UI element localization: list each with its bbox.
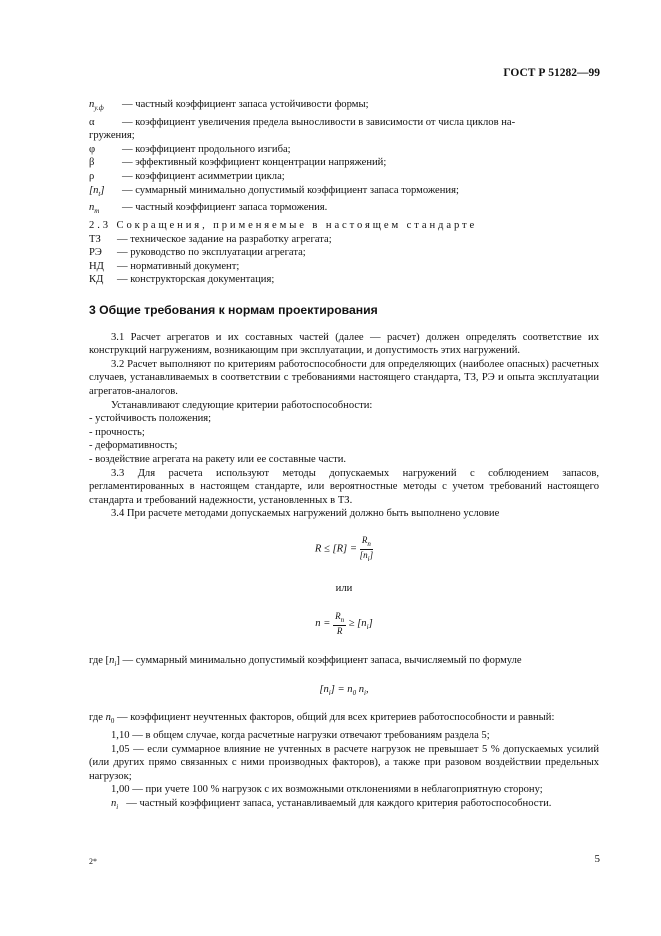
formula-1: R ≤ [R] = $\frac{R_п}{[n_i]}$: [314, 534, 374, 563]
criteria-item: - прочность;: [89, 426, 145, 438]
abbr-value: — руководство по эксплуатации агрегата;: [117, 247, 306, 259]
abbr-key: НД: [89, 260, 104, 272]
coefficient-list: [89, 729, 599, 797]
symbol: α: [89, 116, 95, 128]
formula-2: n = $\frac{R_п}{R}$ ≥ $[n_i]$: [315, 611, 373, 636]
abbr-key: РЭ: [89, 247, 102, 259]
symbol: $n_т$: [89, 202, 100, 216]
page-content: [89, 98, 599, 815]
symbol: $n_{у.ф}$: [89, 99, 104, 113]
ni-definition: $n_i$ — частный коэффициент запаса, устанавливаемый для каждого критерия работоспособности.: [111, 798, 552, 812]
paragraph-3-4: 3.4 При расчете методами допускаемых нагружений должно быть выполнено условие: [111, 508, 500, 520]
coefficient-item: 1,05 — если суммарное влияние не учтенных в расчете нагрузок не превышает 5 % допускаемых усилий (или других прямо связанных с ними производных факторов), а также при разовом воздействии предельных нагрузок;: [89, 743, 599, 782]
abbr-value: — нормативный документ;: [117, 260, 240, 272]
paragraph-3-2: 3.2 Расчет выполняют по критериям работоспособности для определяющих (наиболее опасных) расчетных случаев, устанавливаемых в соответствии с требованиями настоящего стандарта, ТЗ, РЭ и опыта эксплуатации агрегатов-аналогов.: [89, 358, 599, 398]
criteria-item: - воздействие агрегата на ракету или ее составные части.: [89, 453, 347, 465]
criteria-list: [89, 412, 599, 466]
footer-sheet-mark: 2*: [89, 857, 97, 866]
where-clause-2: где $n_0$ — коэффициент неучтенных факторов, общий для всех критериев работоспособности и равный:: [89, 712, 555, 726]
paragraph-3-1: 3.1 Расчет агрегатов и их составных частей (далее — расчет) должен определять соответствие их конструкций нагружениям, возникающим при эксплуатации, и допустимость этих нагружений.: [89, 331, 599, 357]
section-3-title: 3 Общие требования к нормам проектирования: [89, 303, 378, 318]
abbreviations-list: [89, 233, 599, 287]
abbr-value: — конструкторская документация;: [117, 274, 275, 286]
where-clause-1: где $[n_i]$ — суммарный минимально допустимый коэффициент запаса, вычисляемый по формуле: [89, 654, 522, 669]
symbol-description: — коэффициент продольного изгиба;: [122, 143, 291, 155]
symbol: β: [89, 157, 95, 169]
symbol: φ: [89, 143, 96, 155]
criteria-item: - деформативность;: [89, 440, 178, 452]
page-number: 5: [594, 853, 600, 865]
symbol-description: — коэффициент увеличения предела выносливости в зависимости от числа циклов на-: [122, 116, 516, 128]
formula-3: $[n_i] = n_0$ $n_i$,: [319, 683, 369, 697]
coefficient-item: 1,10 — в общем случае, когда расчетные нагрузки отвечают требованиям раздела 5;: [111, 730, 490, 742]
symbol-description: — эффективный коэффициент концентрации напряжений;: [122, 157, 387, 169]
symbol: ρ: [89, 171, 95, 183]
symbol-description: — суммарный минимально допустимый коэффициент запаса торможения;: [122, 184, 459, 196]
symbol-description: — частный коэффициент запаса торможения.: [122, 202, 328, 214]
symbol-description-cont: гружения;: [89, 130, 135, 142]
abbr-value: — техническое задание на разработку агрегата;: [117, 233, 332, 245]
fraction: $\frac{R_п}{R}$: [335, 611, 345, 636]
abbr-key: КД: [89, 274, 104, 286]
coefficient-item: 1,00 — при учете 100 % нагрузок с их возможными отклонениями в неблагоприятную сторону;: [111, 784, 543, 796]
paragraph-3-3: 3.3 Для расчета используют методы допускаемых нагружений с соблюдением запасов, регламентированных в настоящем стандарте, или вероятностные методы с учетом требований настоящего стандарта и требований надежности, установленных в ТЗ.: [89, 467, 599, 506]
symbol-description: — частный коэффициент запаса устойчивости формы;: [122, 99, 369, 110]
symbol-definitions: [89, 98, 599, 219]
section-2-3-heading: 2.3 Сокращения, применяемые в настоящем стандарте: [89, 220, 478, 232]
criteria-item: - устойчивость положения;: [89, 413, 212, 425]
or-word: или: [335, 582, 353, 594]
symbol-description: — коэффициент асимметрии цикла;: [122, 171, 285, 183]
document-header: ГОСТ Р 51282—99: [503, 67, 600, 79]
symbol: $[n_t]$: [89, 184, 105, 198]
abbr-key: ТЗ: [89, 233, 101, 245]
fraction: $\frac{R_п}{[n_i]}$: [359, 534, 374, 563]
criteria-intro: Устанавливают следующие критерии работоспособности:: [111, 399, 373, 411]
